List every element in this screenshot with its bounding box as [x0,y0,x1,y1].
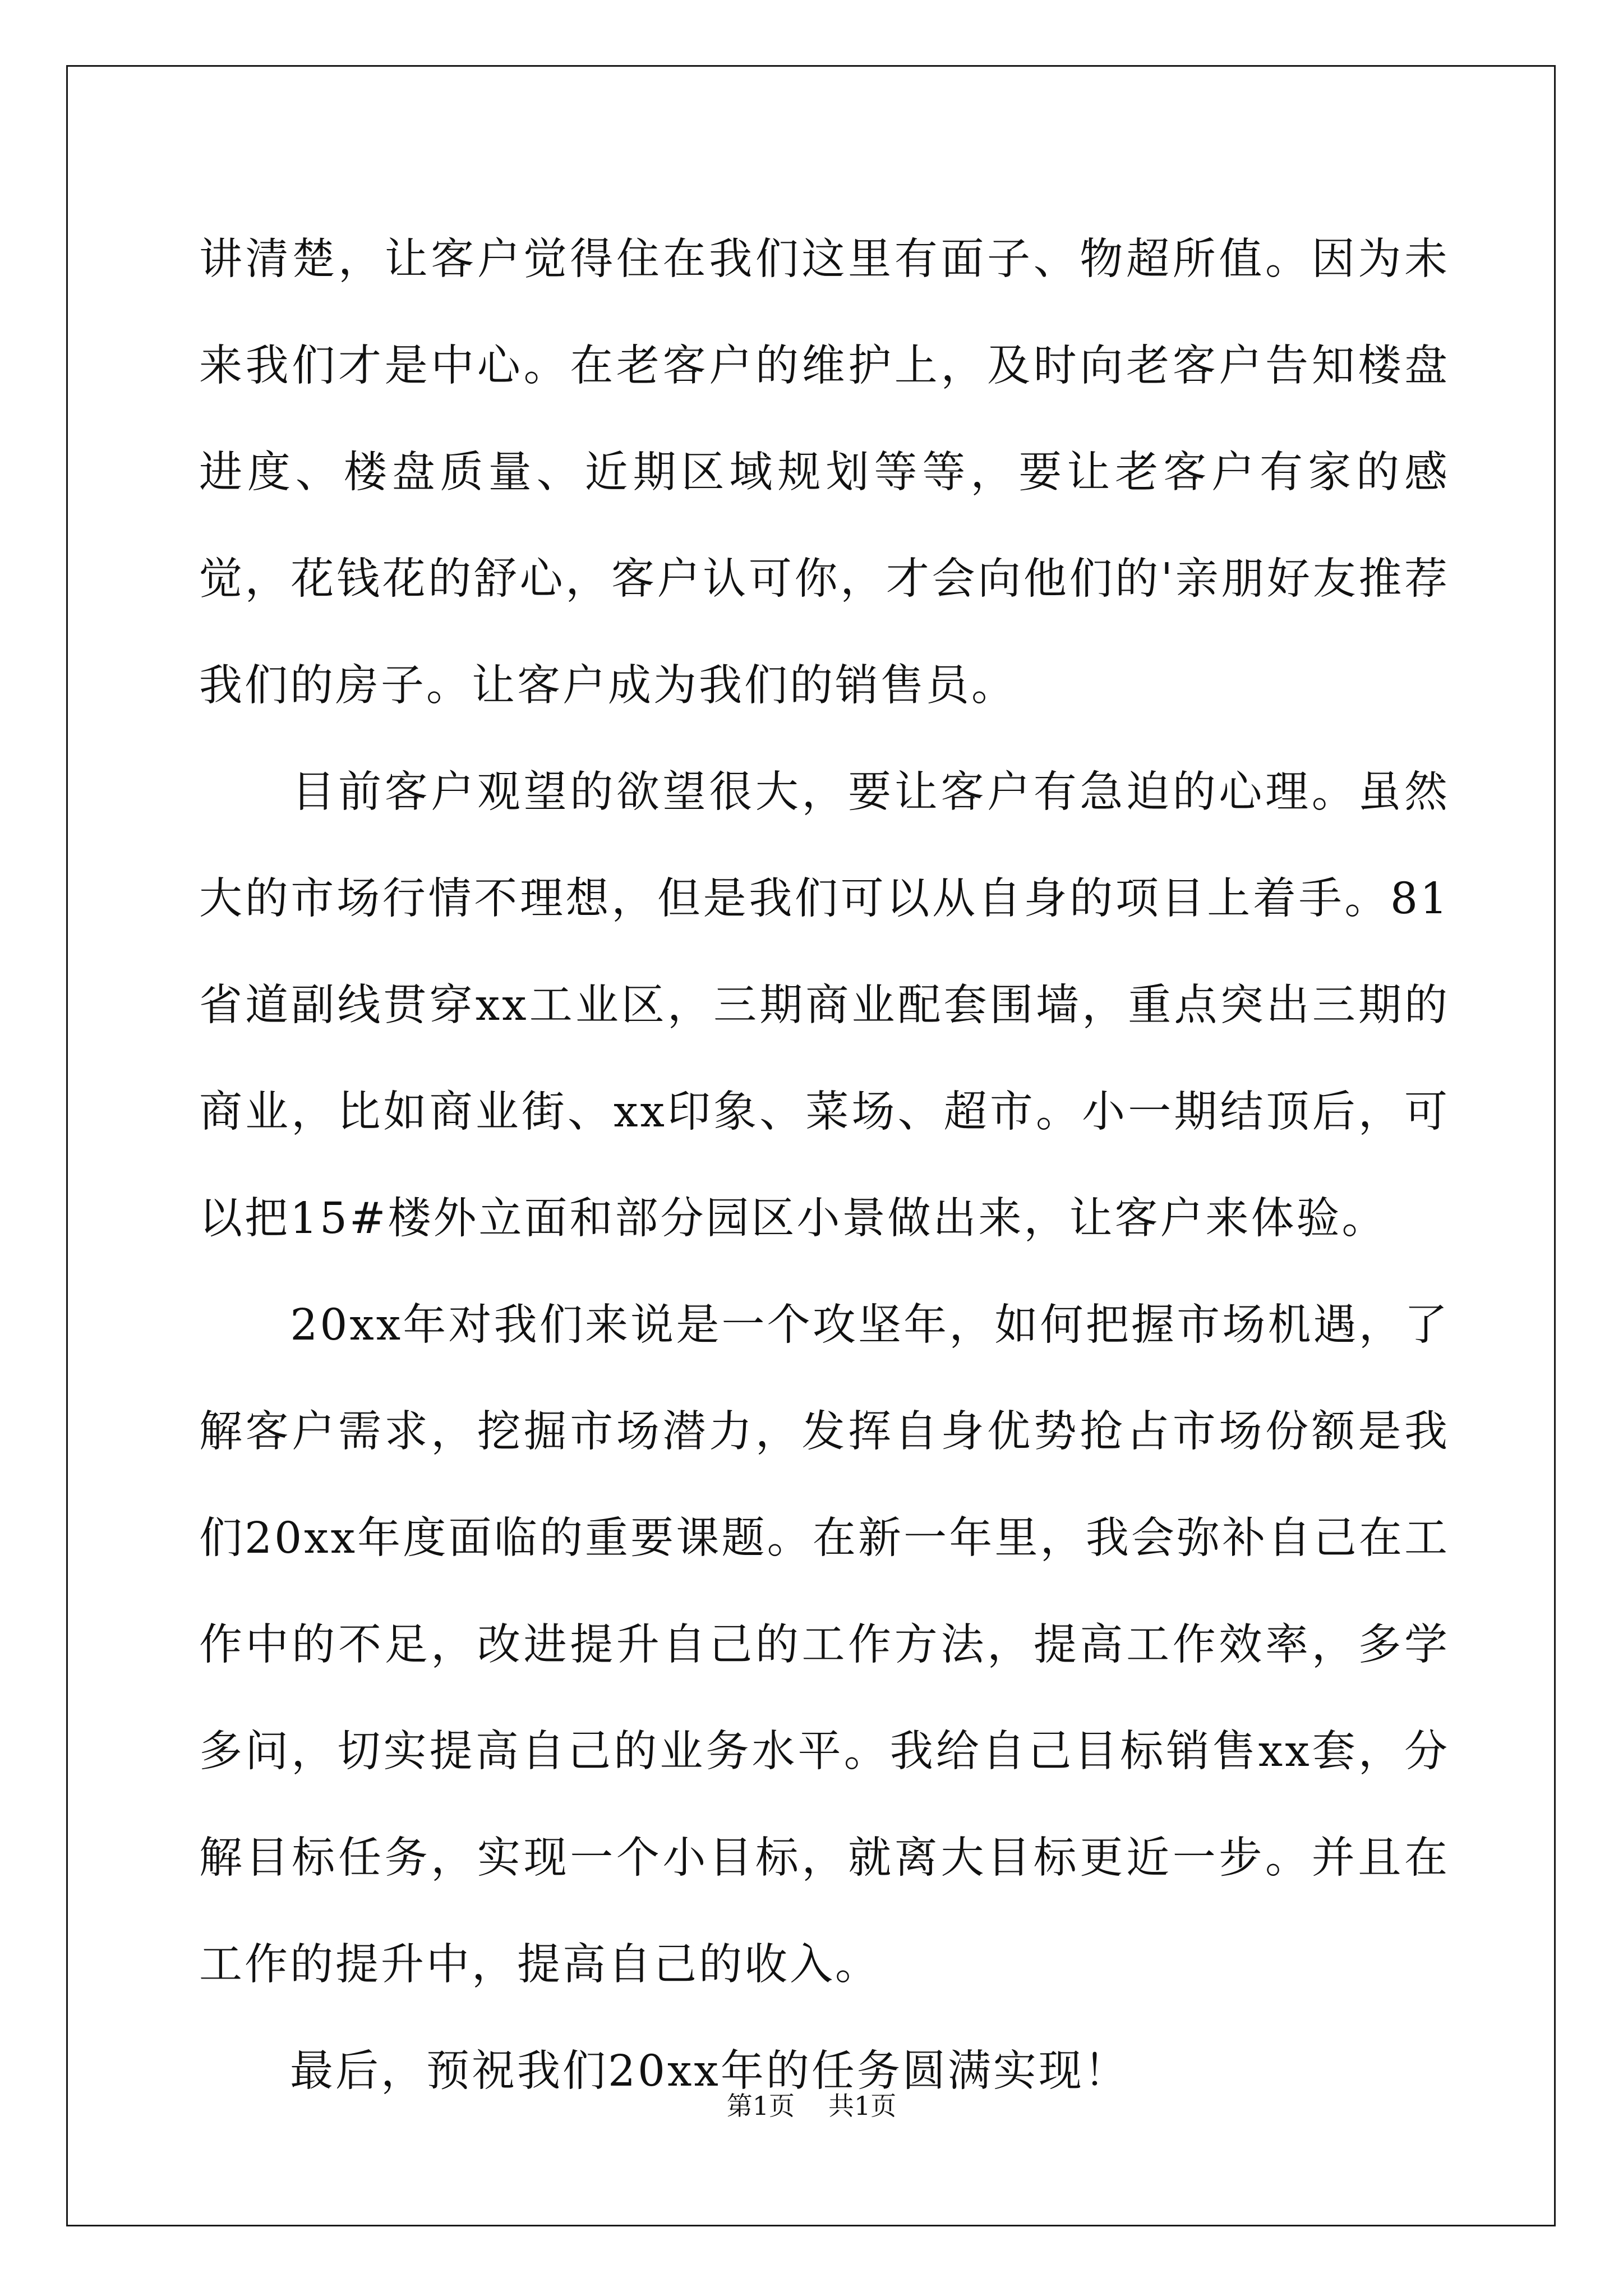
page-number: 第1页 [726,2091,795,2121]
document-body [199,206,1450,2125]
paragraph-2: 目前客户观望的欲望很大，要让客户有急迫的心理。虽然大的市场行情不理想，但是我们可以从自身的项目上着手。81省道副线贯穿xx工业区，三期商业配套围墙，重点突出三期的商业，比如商业街、xx印象、菜场、超市。小一期结顶后，可以把15#楼外立面和部分园区小景做出来，让客户来体验。 [199,767,1450,1244]
paragraph-1: 讲清楚，让客户觉得住在我们这里有面子、物超所值。因为未来我们才是中心。在老客户的维护上，及时向老客户告知楼盘进度、楼盘质量、近期区域规划等等，要让老客户有家的感觉，花钱花的舒心，客户认可你，才会向他们的'亲朋好友推荐我们的房子。让客户成为我们的销售员。 [199,234,1450,711]
paragraph-4: 最后，预祝我们20xx年的任务圆满实现！ [199,2046,1129,2096]
page-total: 共1页 [828,2091,897,2121]
page-footer [0,2086,1623,2123]
paragraph-3: 20xx年对我们来说是一个攻坚年，如何把握市场机遇，了解客户需求，挖掘市场潜力，发挥自身优势抢占市场份额是我们20xx年度面临的重要课题。在新一年里，我会弥补自己在工作中的不足，改进提升自己的工作方法，提高工作效率，多学多问，切实提高自己的业务水平。我给自己目标销售xx套，分解目标任务，实现一个小目标，就离大目标更近一步。并且在工作的提升中，提高自己的收入。 [199,1300,1450,1990]
